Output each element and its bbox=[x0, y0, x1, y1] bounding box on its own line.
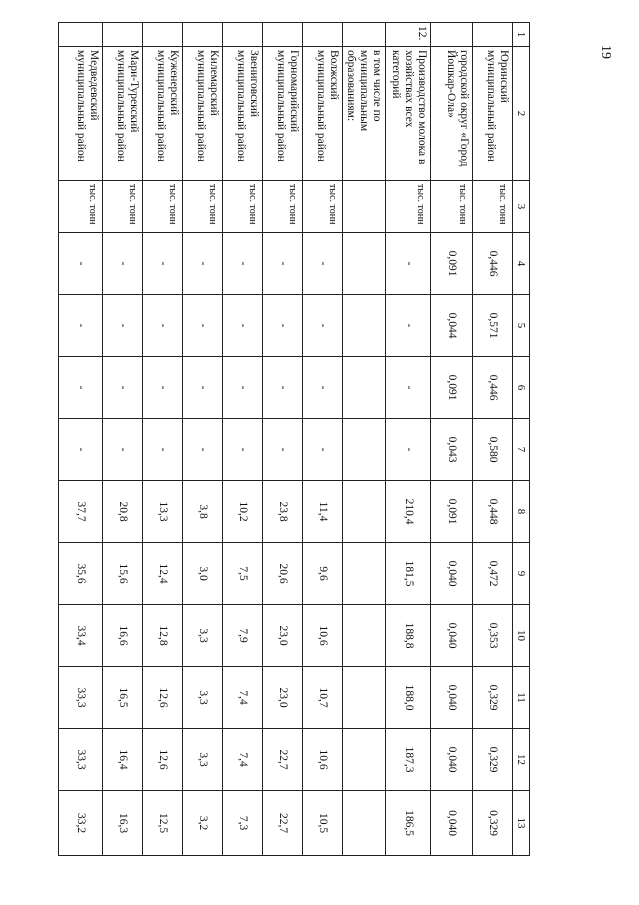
row-value: 33,2 bbox=[59, 791, 103, 856]
row-value: 7,5 bbox=[223, 543, 263, 605]
row-value: 188,8 bbox=[386, 605, 431, 667]
row-value: 210,4 bbox=[386, 481, 431, 543]
row-value: - bbox=[386, 233, 431, 295]
row-value: - bbox=[303, 295, 343, 357]
row-value: 0,329 bbox=[473, 791, 513, 856]
row-unit: тыс. тонн bbox=[263, 181, 303, 233]
table-row bbox=[103, 23, 143, 856]
row-number bbox=[473, 23, 513, 47]
row-value: 0,472 bbox=[473, 543, 513, 605]
row-value: - bbox=[263, 357, 303, 419]
table-container bbox=[75, 22, 530, 855]
row-value: 0,329 bbox=[473, 667, 513, 729]
column-header: 8 bbox=[513, 481, 530, 543]
column-header: 9 bbox=[513, 543, 530, 605]
row-value: 0,448 bbox=[473, 481, 513, 543]
row-value: 7,4 bbox=[223, 729, 263, 791]
row-value: 16,4 bbox=[103, 729, 143, 791]
row-name: Волжский муниципальный район bbox=[303, 47, 343, 181]
column-header: 6 bbox=[513, 357, 530, 419]
row-value: 16,3 bbox=[103, 791, 143, 856]
row-value: - bbox=[223, 233, 263, 295]
row-value: 23,0 bbox=[263, 667, 303, 729]
row-value: 0,446 bbox=[473, 357, 513, 419]
table-row bbox=[263, 23, 303, 856]
table-row bbox=[143, 23, 183, 856]
column-header: 2 bbox=[513, 47, 530, 181]
column-header: 13 bbox=[513, 791, 530, 856]
row-value: - bbox=[143, 357, 183, 419]
row-number bbox=[59, 23, 103, 47]
row-number bbox=[263, 23, 303, 47]
row-value: 0,091 bbox=[431, 233, 473, 295]
row-value: - bbox=[183, 357, 223, 419]
row-value: 3,3 bbox=[183, 605, 223, 667]
row-value: - bbox=[183, 419, 223, 481]
row-value bbox=[343, 729, 386, 791]
row-value: 22,7 bbox=[263, 729, 303, 791]
column-header: 5 bbox=[513, 295, 530, 357]
row-value: 12,4 bbox=[143, 543, 183, 605]
row-value: 16,6 bbox=[103, 605, 143, 667]
row-value: 10,7 bbox=[303, 667, 343, 729]
column-header: 4 bbox=[513, 233, 530, 295]
row-unit: тыс. тонн bbox=[431, 181, 473, 233]
row-value: - bbox=[386, 295, 431, 357]
row-value: - bbox=[143, 295, 183, 357]
row-value: 3,2 bbox=[183, 791, 223, 856]
column-header: 12 bbox=[513, 729, 530, 791]
row-value: 10,6 bbox=[303, 605, 343, 667]
row-value: - bbox=[103, 233, 143, 295]
row-value: 10,5 bbox=[303, 791, 343, 856]
row-value: 3,3 bbox=[183, 667, 223, 729]
row-value: 33,4 bbox=[59, 605, 103, 667]
row-value: 7,3 bbox=[223, 791, 263, 856]
row-value: 15,6 bbox=[103, 543, 143, 605]
row-value: 188,0 bbox=[386, 667, 431, 729]
row-value: 23,8 bbox=[263, 481, 303, 543]
row-unit: тыс. тонн bbox=[473, 181, 513, 233]
row-value: 13,3 bbox=[143, 481, 183, 543]
row-value bbox=[343, 357, 386, 419]
row-value: 187,3 bbox=[386, 729, 431, 791]
row-name: Мари-Турекский муниципальный район bbox=[103, 47, 143, 181]
row-value: - bbox=[263, 419, 303, 481]
row-value bbox=[343, 667, 386, 729]
row-name: Куженерский муниципальный район bbox=[143, 47, 183, 181]
row-value: - bbox=[223, 295, 263, 357]
row-number bbox=[103, 23, 143, 47]
row-value: 23,0 bbox=[263, 605, 303, 667]
row-value: 0,040 bbox=[431, 729, 473, 791]
row-name: Горномарийский муниципальный район bbox=[263, 47, 303, 181]
row-value: 0,580 bbox=[473, 419, 513, 481]
row-value: 3,3 bbox=[183, 729, 223, 791]
row-value: 0,329 bbox=[473, 729, 513, 791]
row-value: 9,6 bbox=[303, 543, 343, 605]
row-value: 12,6 bbox=[143, 729, 183, 791]
row-value bbox=[343, 481, 386, 543]
row-value: - bbox=[143, 233, 183, 295]
row-value: 22,7 bbox=[263, 791, 303, 856]
row-value: 0,040 bbox=[431, 543, 473, 605]
row-value: 10,2 bbox=[223, 481, 263, 543]
row-value: - bbox=[59, 419, 103, 481]
row-number bbox=[343, 23, 386, 47]
row-value: - bbox=[303, 233, 343, 295]
page-number: 19 bbox=[598, 45, 613, 59]
row-value: - bbox=[103, 295, 143, 357]
row-name: Юринский муниципальный район bbox=[473, 47, 513, 181]
table-row bbox=[183, 23, 223, 856]
row-value: 0,044 bbox=[431, 295, 473, 357]
column-header: 7 bbox=[513, 419, 530, 481]
row-unit bbox=[343, 181, 386, 233]
row-value bbox=[343, 791, 386, 856]
row-name: Медведевский муниципальный район bbox=[59, 47, 103, 181]
row-value: - bbox=[103, 419, 143, 481]
row-number bbox=[303, 23, 343, 47]
table-row bbox=[386, 23, 431, 856]
row-name: Звениговский муниципальный район bbox=[223, 47, 263, 181]
row-value: 0,446 bbox=[473, 233, 513, 295]
row-value: 0,043 bbox=[431, 419, 473, 481]
row-value: 0,571 bbox=[473, 295, 513, 357]
row-number bbox=[183, 23, 223, 47]
row-name: в том числе по муниципальным образованиям: bbox=[343, 47, 386, 181]
row-value: - bbox=[183, 233, 223, 295]
row-unit: тыс. тонн bbox=[103, 181, 143, 233]
row-value: - bbox=[183, 295, 223, 357]
row-value: 33,3 bbox=[59, 667, 103, 729]
column-header: 3 bbox=[513, 181, 530, 233]
row-value: 12,5 bbox=[143, 791, 183, 856]
row-value: 12,8 bbox=[143, 605, 183, 667]
row-value: 11,4 bbox=[303, 481, 343, 543]
row-value: 20,6 bbox=[263, 543, 303, 605]
row-value: 0,353 bbox=[473, 605, 513, 667]
row-name: Килемарский муниципальный район bbox=[183, 47, 223, 181]
row-value: - bbox=[143, 419, 183, 481]
row-value: 10,6 bbox=[303, 729, 343, 791]
row-value bbox=[343, 233, 386, 295]
row-value: - bbox=[59, 357, 103, 419]
row-value: - bbox=[223, 357, 263, 419]
row-unit: тыс. тонн bbox=[303, 181, 343, 233]
row-value: 186,5 bbox=[386, 791, 431, 856]
row-value: - bbox=[386, 419, 431, 481]
row-number bbox=[143, 23, 183, 47]
row-value: - bbox=[59, 233, 103, 295]
row-number: 12. bbox=[386, 23, 431, 47]
header-row bbox=[513, 23, 530, 856]
row-value: 16,5 bbox=[103, 667, 143, 729]
row-value: - bbox=[263, 233, 303, 295]
table-row bbox=[59, 23, 103, 856]
row-value: 0,040 bbox=[431, 667, 473, 729]
data-table bbox=[58, 22, 530, 856]
rotated-sheet bbox=[75, 22, 530, 855]
row-value: 0,091 bbox=[431, 481, 473, 543]
row-name: Производство молока в хозяйствах всех категорий bbox=[386, 47, 431, 181]
row-value bbox=[343, 295, 386, 357]
table-row bbox=[303, 23, 343, 856]
row-value: 0,040 bbox=[431, 791, 473, 856]
row-unit: тыс. тонн bbox=[143, 181, 183, 233]
row-value: 12,6 bbox=[143, 667, 183, 729]
table-row bbox=[473, 23, 513, 856]
row-unit: тыс. тонн bbox=[59, 181, 103, 233]
row-name: городской округ «Город Йошкар-Ола» bbox=[431, 47, 473, 181]
row-number bbox=[223, 23, 263, 47]
row-value: 37,7 bbox=[59, 481, 103, 543]
table-row bbox=[431, 23, 473, 856]
column-header: 11 bbox=[513, 667, 530, 729]
row-value: 0,091 bbox=[431, 357, 473, 419]
row-value: 35,6 bbox=[59, 543, 103, 605]
column-header: 1 bbox=[513, 23, 530, 47]
row-value: - bbox=[263, 295, 303, 357]
row-value: 0,040 bbox=[431, 605, 473, 667]
row-unit: тыс. тонн bbox=[386, 181, 431, 233]
row-value: - bbox=[223, 419, 263, 481]
table-row bbox=[343, 23, 386, 856]
row-value: - bbox=[303, 419, 343, 481]
column-header: 10 bbox=[513, 605, 530, 667]
row-value: - bbox=[59, 295, 103, 357]
row-value: 3,0 bbox=[183, 543, 223, 605]
row-value: 7,4 bbox=[223, 667, 263, 729]
row-value bbox=[343, 543, 386, 605]
row-number bbox=[431, 23, 473, 47]
table-row bbox=[223, 23, 263, 856]
row-value: - bbox=[386, 357, 431, 419]
row-value bbox=[343, 605, 386, 667]
row-value: 33,3 bbox=[59, 729, 103, 791]
row-unit: тыс. тонн bbox=[183, 181, 223, 233]
row-value: 181,5 bbox=[386, 543, 431, 605]
row-value: - bbox=[103, 357, 143, 419]
row-value: - bbox=[303, 357, 343, 419]
row-value: 7,9 bbox=[223, 605, 263, 667]
row-value: 3,8 bbox=[183, 481, 223, 543]
row-unit: тыс. тонн bbox=[223, 181, 263, 233]
row-value bbox=[343, 419, 386, 481]
row-value: 20,8 bbox=[103, 481, 143, 543]
